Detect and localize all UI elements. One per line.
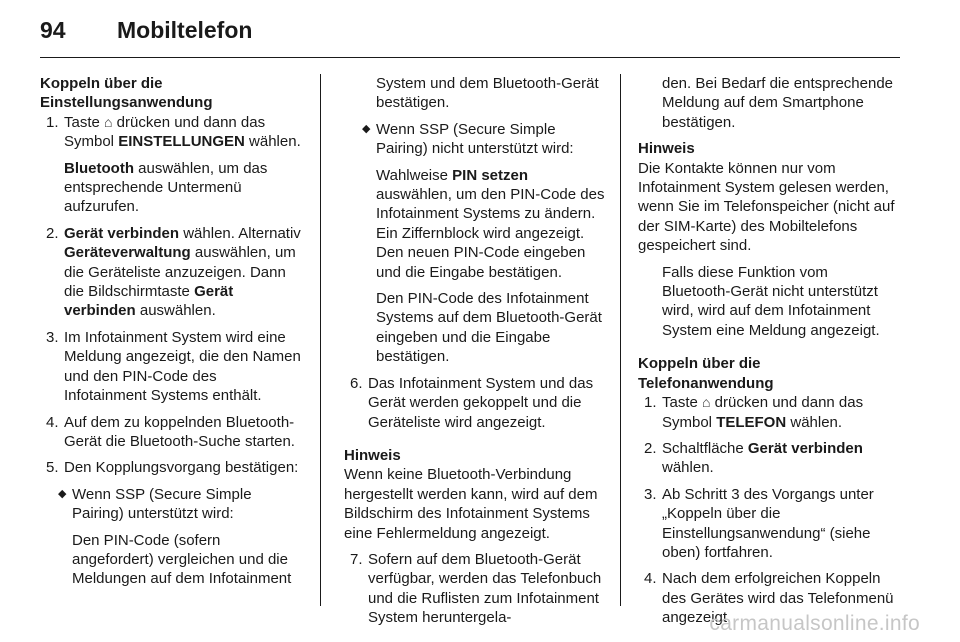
watermark: carmanualsonline.info: [709, 612, 920, 635]
column-1: [40, 74, 302, 596]
bullet-diamond-icon: ◆: [58, 487, 67, 500]
bullet-detail: Den PIN-Code (sofern angefordert) vergleichen und die Meldungen auf dem Infotainment: [72, 531, 292, 588]
list-item: 2. Schaltfläche Gerät verbinden wählen.: [644, 439, 863, 477]
page-number: 94: [40, 17, 66, 43]
note-label: Hinweis: [638, 140, 695, 158]
list-item: 3. Ab Schritt 3 des Vorgangs unter „Koppeln über die Einstellungsanwendung“ (siehe oben) fortfahren.: [644, 485, 874, 561]
column-divider: [620, 74, 621, 606]
bullet-item: ◆ Wenn SSP (Secure Simple Pairing) nicht unterstützt wird:: [362, 120, 574, 158]
note-text: Falls diese Funktion vom Bluetooth-Gerät nicht unterstützt wird, wird auf dem Infotainment System eine Meldung angezeigt.: [662, 263, 880, 339]
column-divider: [320, 74, 321, 606]
note-text: Wenn keine Bluetooth-Verbindung hergestellt werden kann, wird auf dem Bildschirm des Infotainment Systems eine Fehlermeldung angezeigt.: [344, 466, 598, 542]
bullet-detail: System und dem Bluetooth-Gerät bestätigen.: [376, 75, 599, 112]
bullet-item: ◆ Wenn SSP (Secure Simple Pairing) unterstützt wird:: [58, 485, 252, 523]
list-item: 4. Nach dem erfolgreichen Koppeln des Gerätes wird das Telefonmenü angezeigt.: [644, 570, 894, 627]
list-item-detail: Bluetooth auswählen, um das entsprechende Untermenü aufzurufen.: [64, 159, 268, 216]
list-item: 3. Im Infotainment System wird eine Meldung angezeigt, die den Namen und den PIN-Code des Infotainment Systems enthält.: [46, 328, 301, 405]
list-item: 1. Taste ⌂ drücken und dann das Symbol EINSTELLUNGEN wählen. Bluetooth auswählen, um das entsprechende Untermenü aufzurufen.: [46, 113, 301, 216]
bullet-detail: Den PIN-Code des Infotainment Systems auf dem Bluetooth-Gerät eingeben und die Eingabe bestätigen.: [376, 290, 602, 366]
section-heading: Koppeln über die Telefonanwendung: [638, 355, 774, 392]
home-icon: ⌂: [702, 394, 711, 411]
list-item-continuation: den. Bei Bedarf die entsprechende Meldung auf dem Smartphone bestätigen.: [662, 75, 893, 131]
home-icon: ⌂: [104, 113, 113, 130]
list-item: 7. Sofern auf dem Bluetooth-Gerät verfügbar, werden das Telefonbuch und die Ruflisten zum Infotainment System heruntergela-: [350, 550, 602, 627]
note-label: Hinweis: [344, 446, 401, 464]
header-rule: [40, 57, 900, 58]
column-3: [638, 74, 900, 635]
bullet-diamond-icon: ◆: [362, 122, 371, 135]
list-item: 5. Den Kopplungsvorgang bestätigen:: [46, 459, 299, 477]
section-heading: Koppeln über die Einstellungsanwendung: [40, 75, 213, 112]
bullet-detail: Wahlweise PIN setzen auswählen, um den PIN-Code des Infotainment Systems zu ändern. Ein Ziffernblock wird angezeigt. Den neuen PIN-Code eingeben und die Eingabe bestätigen.: [376, 166, 605, 281]
list-item: 6. Das Infotainment System und das Gerät werden gekoppelt und die Geräteliste wird angezeigt.: [350, 374, 594, 431]
column-2: [344, 74, 606, 635]
note-text: Die Kontakte können nur vom Infotainment System gelesen werden, wenn Sie im Telefonspeicher (nicht auf der SIM-Karte) des Mobiltelefons gespeichert sind.: [638, 159, 895, 255]
list-item: 4. Auf dem zu koppelnden Bluetooth-Gerät die Bluetooth-Suche starten.: [46, 413, 295, 450]
list-item: 2. Gerät verbinden wählen. Alternativ Geräteverwaltung auswählen, um die Geräteliste anzuzeigen. Dann die Bildschirmtaste Gerät verbinden auswählen.: [46, 224, 301, 320]
page-title: Mobiltelefon: [117, 17, 253, 43]
list-item: 1. Taste ⌂ drücken und dann das Symbol TELEFON wählen.: [644, 394, 864, 431]
